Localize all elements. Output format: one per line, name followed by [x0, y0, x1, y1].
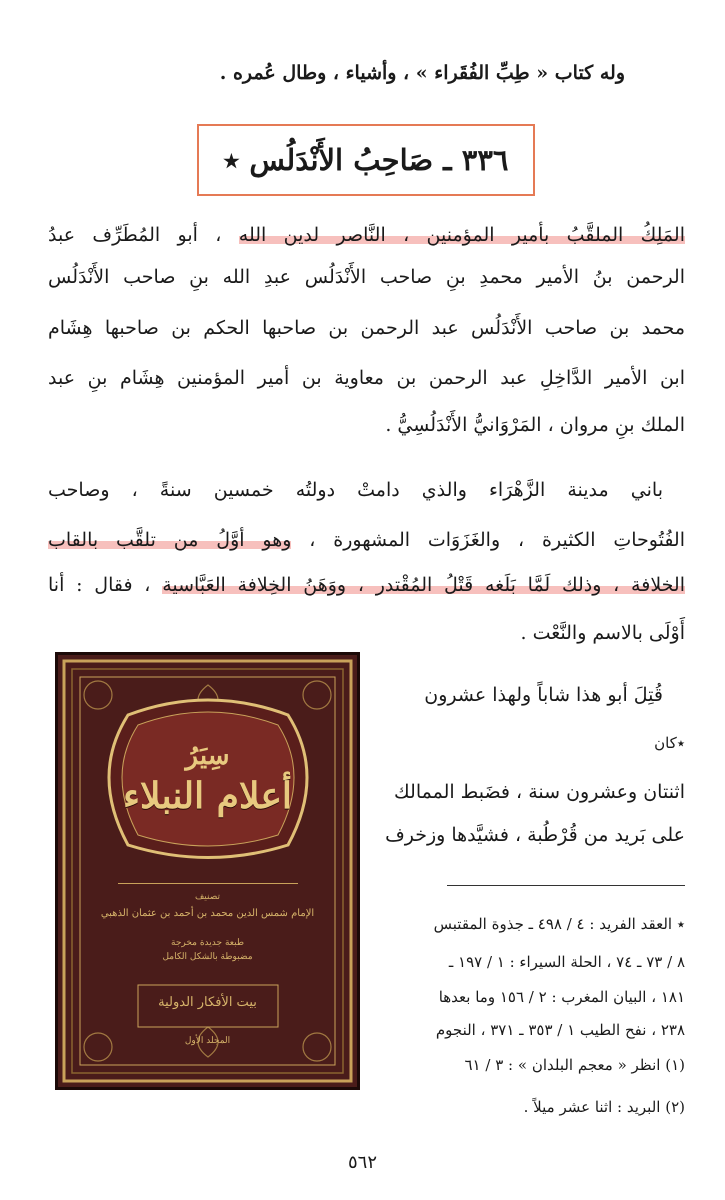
footnote-line-6: (٢) البريد : اثنا عشر ميلاً . [523, 1098, 685, 1116]
book-title: أعلام النبلاء [123, 775, 292, 817]
paragraph-2-line-1 [48, 475, 663, 505]
footnote-line-1: ٭ العقد الفريد : ٤ / ٤٩٨ ـ جذوة المقتبس [433, 915, 685, 933]
book-edition-2: مضبوطة بالشكل الكامل [162, 952, 253, 962]
footnote-line-4: ٢٣٨ ، نفح الطيب ١ / ٣٥٣ ـ ٣٧١ ، النجوم [435, 1021, 685, 1039]
footnote-line-5: (١) انظر « معجم البلدان » : ٣ / ٦١ [464, 1056, 685, 1074]
book-author: الإمام شمس الدين محمد بن أحمد بن عثمان الذهبي [100, 908, 315, 919]
footnote-separator [447, 885, 685, 886]
text-segment: ، فقال : أنا [48, 574, 163, 596]
footnote-line-3: ١٨١ ، البيان المغرب : ٢ / ١٥٦ وما بعدها [438, 988, 685, 1006]
paragraph-1-line-2: الرحمن بنُ الأمير محمدِ بنِ صاحب الأَنْدَلُس عبدِ الله بنِ صاحب الأَنْدَلُس [48, 266, 685, 288]
highlight-3: الخلافة ، وذلك لَمَّا بَلَغه قَتْلُ المُقْتدر ، ووَهَنُ الخِلافة العَبَّاسية [162, 574, 685, 596]
paragraph-2-line-4: أَوْلَى بالاسم والنَّعْت . [520, 622, 685, 644]
entry-heading-text: ٣٣٦ ـ صَاحِبُ الأَنْدَلُس ٭ [223, 143, 509, 177]
paragraph-1-line-3: محمد بن صاحب الأَنْدَلُس عبد الرحمن بن صاحبها الحكم بن صاحبها هِشَام [48, 317, 685, 339]
paragraph-1-line-4: ابن الأمير الدَّاخِلِ عبد الرحمن بن معاوية بن أمير المؤمنين هِشَام بنِ عبد [48, 367, 685, 389]
footnote-line-2: ٨ / ٧٣ ـ ٧٤ ، الحلة السيراء : ١ / ١٩٧ ـ [448, 953, 685, 971]
page-number: ٥٦٢ [347, 1152, 377, 1173]
paragraph-3-line-4 [372, 820, 685, 850]
book-publisher: بيت الأفكار الدولية [158, 995, 257, 1010]
text-line-1: وله كتاب « طِبِّ الفُقَراء » ، وأشياء ، وطال عُمره . [219, 62, 625, 84]
text-segment: على بَريد من قُرْطُبة ، فشيَّدها وزخرف [385, 824, 685, 846]
book-author-label: تصنيف [194, 892, 221, 902]
book-volume: المجلد الأول [184, 1036, 231, 1046]
highlight-2: وهو أوَّلُ من تلقَّب بالقاب [48, 529, 292, 551]
book-cover-image [55, 652, 360, 1090]
paragraph-3-line-3: اثنتان وعشرون سنة ، فضَبط الممالك [394, 781, 685, 803]
text-segment: الفُتُوحاتِ الكثيرة ، والغَزَوَات المشهورة ، [291, 529, 685, 551]
highlight-1: المَلِكُ الملقَّبُ بأمير المؤمنين ، النَّاصر لدين الله [238, 224, 685, 246]
paragraph-1-line-1 [48, 220, 685, 250]
book-title-top: سِيَرُ [185, 741, 230, 771]
book-ornament [58, 655, 357, 1087]
paragraph-3-line-2: ٭كان [654, 734, 685, 752]
paragraph-3-line-1: قُتِلَ أبو هذا شاباً ولهذا عشرون [424, 684, 663, 706]
paragraph-1-line-5: الملك بنِ مروان ، المَرْوَانيُّ الأَنْدَلُسِيُّ . [385, 414, 685, 436]
paragraph-2-line-2 [48, 525, 685, 555]
text-segment: باني مدينة الزَّهْرَاء والذي دامتْ دولتُه خمسين سنةً ، وصاحب [48, 479, 663, 501]
entry-heading [197, 124, 535, 196]
book-edition-1: طبعة جديدة مخرجة [171, 938, 244, 948]
paragraph-2-line-3 [48, 570, 685, 600]
text-segment: ، أبو المُطَرِّف عبدُ [48, 224, 239, 246]
